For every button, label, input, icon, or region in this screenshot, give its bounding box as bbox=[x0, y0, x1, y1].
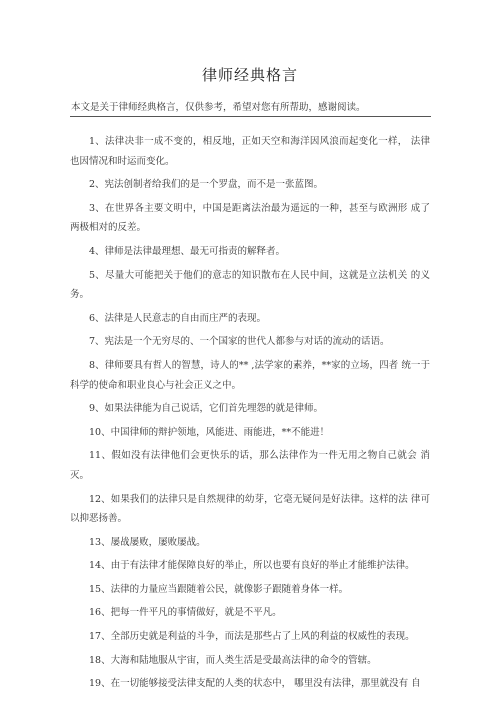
quote-item: 16、把每一件平凡的事情做好，就是不平凡。 bbox=[89, 607, 282, 619]
quote-item: 11、假如没有法律他们会更快乐的话，那么法律作为一件无用之物自己就会 消灭。 bbox=[70, 450, 430, 481]
quote-item: 2、宪法创制者给我们的是一个罗盘，而不是一张蓝图。 bbox=[89, 179, 324, 191]
quote-item: 9、如果法律能为自己说话，它们首先埋怨的就是律师。 bbox=[89, 403, 324, 415]
quote-item: 5、尽量大可能把关于他们的意志的知识散布在人民中间，这就是立法机关 的义务。 bbox=[70, 269, 430, 301]
quote-item: 14、由于有法律才能保障良好的举止，所以也要有良好的举止才能维护法律。 bbox=[89, 560, 415, 572]
quote-item: 8、律师要具有哲人的智慧，诗人的** ,法学家的素养，**家的立场，四者 统一于科学的使命和职业良心与社会正义之中。 bbox=[70, 359, 430, 391]
document-title: 律师经典格言 bbox=[201, 66, 298, 84]
quote-item: 17、全部历史就是利益的斗争，而法是那些占了上风的利益的权威性的表现。 bbox=[89, 631, 415, 643]
intro-divider bbox=[70, 116, 431, 117]
quote-list bbox=[70, 132, 430, 698]
quote-item: 13、屡战屡败，屡败屡战。 bbox=[89, 536, 206, 548]
quote-item: 12、如果我们的法律只是自然规律的幼芽，它毫无疑问是好法律。这样的法 律可以抑恶扬善。 bbox=[70, 493, 430, 525]
quote-item: 18、大海和陆地服从宇宙，而人类生活是受最高法律的命令的管辖。 bbox=[89, 654, 377, 666]
intro-text: 本文是关于律师经典格言，仅供参考，希望对您有所帮助，感谢阅读。 bbox=[71, 102, 366, 113]
quote-item: 7、宪法是一个无穷尽的、一个国家的世代人都参与对话的流动的话语。 bbox=[89, 336, 390, 348]
quote-item: 4、律师是法律最理想、最无可指责的解释者。 bbox=[89, 245, 286, 257]
quote-item: 3、在世界各主要文明中，中国是距离法治最为遥远的一种，甚至与欧洲形 成了两极相对的反差。 bbox=[70, 202, 430, 234]
quote-item: 10、中国律师的辩护领地，风能进、雨能进，**不能进！ bbox=[89, 426, 330, 438]
quote-item: 19、在一切能够接受法律支配的人类的状态中， 哪里没有法律，那里就没有 自 bbox=[89, 678, 421, 690]
quote-item: 1、法律决非一成不变的，相反地，正如天空和海洋因风浪而起变化一样， 法律也因情况和时运而变化。 bbox=[70, 136, 430, 167]
quote-item: 15、法律的力量应当跟随着公民，就像影子跟随着身体一样。 bbox=[89, 583, 349, 595]
quote-item: 6、法律是人民意志的自由而庄严的表现。 bbox=[89, 312, 267, 324]
